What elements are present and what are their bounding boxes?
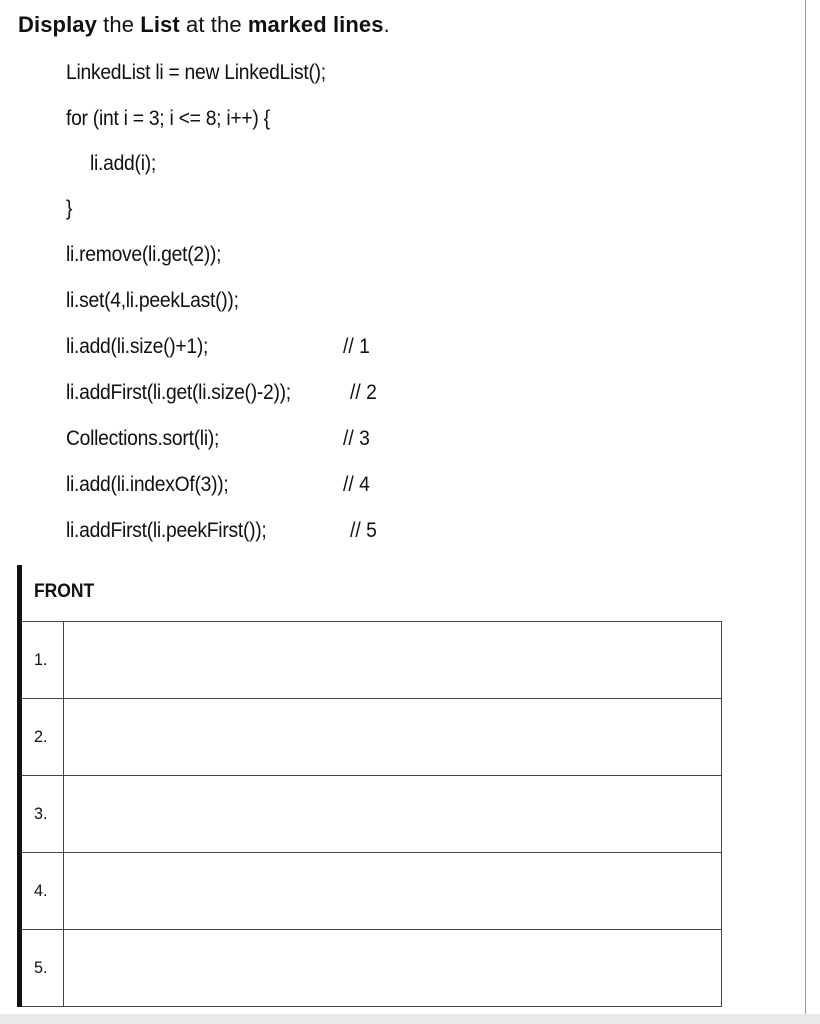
code-line-3: li.add(i); xyxy=(90,152,156,175)
marker-1: // 1 xyxy=(343,335,370,358)
instruction-bold-marked-lines: marked lines xyxy=(247,12,384,37)
code-line-10: li.add(li.indexOf(3)); xyxy=(66,473,229,496)
answer-row xyxy=(22,699,722,776)
row-number: 4. xyxy=(22,853,63,930)
answer-cell-4[interactable] xyxy=(63,853,722,930)
marker-4: // 4 xyxy=(343,473,370,496)
instruction-bold-display: Display xyxy=(18,12,97,37)
answer-cell-2[interactable] xyxy=(63,699,722,776)
instruction-plain-2: at the xyxy=(179,12,248,37)
answer-cell-1[interactable] xyxy=(63,622,722,699)
page-right-edge xyxy=(805,0,806,1024)
page-bottom-strip xyxy=(0,1014,820,1024)
row-number: 5. xyxy=(22,930,63,1007)
instruction-plain-1: the xyxy=(96,12,141,37)
code-line-1: LinkedList li = new LinkedList(); xyxy=(66,61,326,84)
answer-row xyxy=(22,622,722,699)
code-line-6: li.set(4,li.peekLast()); xyxy=(66,289,239,312)
marker-5: // 5 xyxy=(350,519,377,542)
instruction-text xyxy=(18,12,390,38)
code-line-7: li.add(li.size()+1); xyxy=(66,335,209,358)
marker-2: // 2 xyxy=(350,381,377,404)
instruction-bold-list: List xyxy=(140,12,180,37)
answer-row xyxy=(22,776,722,853)
row-number: 3. xyxy=(22,776,63,853)
instruction-period: . xyxy=(383,12,390,37)
answer-cell-3[interactable] xyxy=(63,776,722,853)
answer-table xyxy=(22,621,722,1007)
code-line-2: for (int i = 3; i <= 8; i++) { xyxy=(66,107,270,130)
code-line-4: } xyxy=(66,197,73,220)
row-number: 1. xyxy=(22,622,63,699)
row-number: 2. xyxy=(22,699,63,776)
answer-row xyxy=(22,853,722,930)
answer-cell-5[interactable] xyxy=(63,930,722,1007)
code-line-9: Collections.sort(li); xyxy=(66,427,220,450)
code-line-5: li.remove(li.get(2)); xyxy=(66,243,222,266)
answer-row xyxy=(22,930,722,1007)
code-line-11: li.addFirst(li.peekFirst()); xyxy=(66,519,267,542)
code-line-8: li.addFirst(li.get(li.size()-2)); xyxy=(66,381,291,404)
marker-3: // 3 xyxy=(343,427,370,450)
front-label: FRONT xyxy=(34,581,95,602)
